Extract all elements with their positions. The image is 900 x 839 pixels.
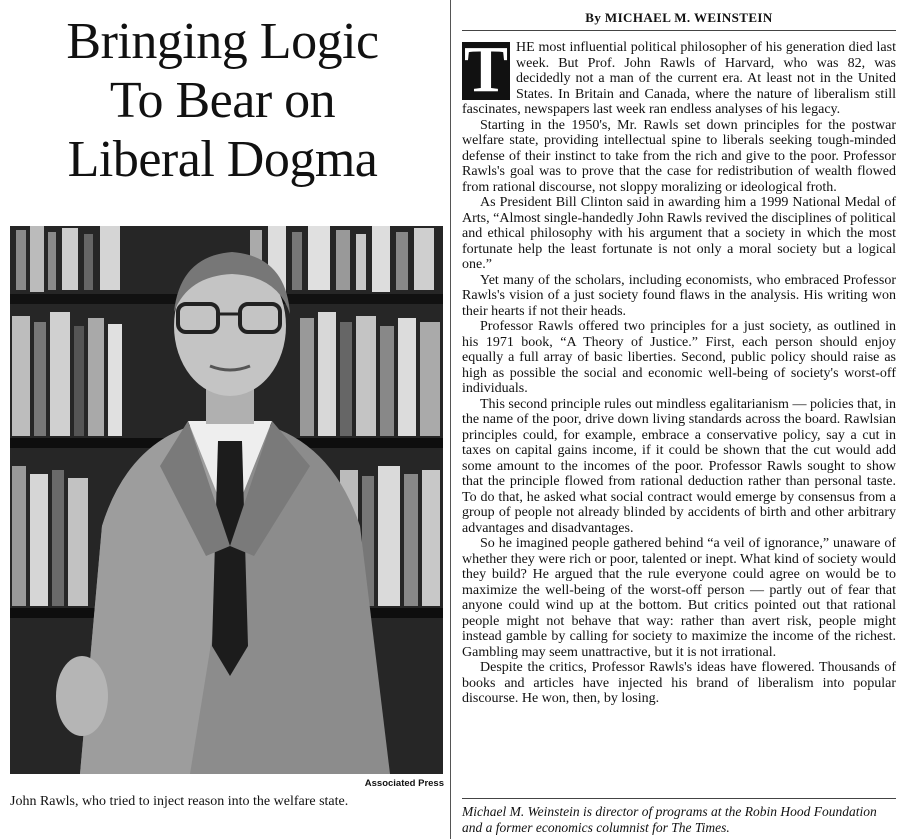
article-paragraph-1 xyxy=(462,33,896,118)
article-paragraph-5: Professor Rawls offered two principles for a just society, as outlined in his 1971 book, “A Theory of Justice.” First, each person should enjoy equally a full array of basic liberties. Second, public policy should raise as high as possible the social and economic well-being of society's worst-off individuals. xyxy=(462,319,896,396)
byline: By MICHAEL M. WEINSTEIN xyxy=(585,10,773,25)
photo-credit: Associated Press xyxy=(364,778,444,789)
headline xyxy=(10,12,435,189)
column-divider xyxy=(450,0,451,839)
drop-cap: T xyxy=(464,33,509,106)
article-paragraph-6: This second principle rules out mindless egalitarianism — policies that, in the name of the poor, drive down living standards across the board. Rawlsian principles could, for example, embrace a conservative policy, say a cut in taxes on capital gains income, if it could be shown that the cut would add some amount to the incomes of the poor. Professor Rawls sought to show that the principle flowed from rational deduction rather than personal taste. To do that, he asked what social contract would emerge by consensus from a group of people not already blinded by accidents of birth and other arbitrary advantages and disadvantages. xyxy=(462,396,896,536)
byline-rule xyxy=(462,30,896,31)
portrait-photo xyxy=(10,226,443,774)
article-paragraph-4: Yet many of the scholars, including economists, who embraced Professor Rawls's vision of a just society found flaws in the analysis. His writing won their hearts if not their heads. xyxy=(462,272,896,319)
headline-line-1: Bringing Logic xyxy=(66,13,379,70)
author-signature: Michael M. Weinstein is director of programs at the Robin Hood Foundation and a former economics columnist for The Times. xyxy=(462,804,877,835)
photo-caption: John Rawls, who tried to inject reason into the welfare state. xyxy=(10,794,349,809)
article-paragraph-8: Despite the critics, Professor Rawls's ideas have flowered. Thousands of books and articles have injected his brand of liberalism into popular discourse. He won, then, by losing. xyxy=(462,660,896,706)
article-body xyxy=(462,33,896,707)
photo-illustration xyxy=(10,226,443,774)
headline-line-2: To Bear on xyxy=(109,72,336,129)
article-paragraph-2: Starting in the 1950's, Mr. Rawls set down principles for the postwar welfare state, providing intellectual spine to liberals seeking tough-minded defense of their instinct to take from the rich and give to the poor. Professor Rawls's goal was to prove that the case for redistribution of wealth flowed from rational discourse, not sloppy moralizing or ideological froth. xyxy=(462,117,896,195)
paragraph-text: HE most influential political philosopher of his generation died last week. But Prof. John Rawls of Harvard, who was 82, was decidedly not a man of the current era. At least not in the United States. In Britain and Canada, where the nature of liberalism still fascinates, newspapers last week ran endless analyses of his legacy. xyxy=(462,40,896,117)
signature-rule xyxy=(462,798,896,799)
article-paragraph-7: So he imagined people gathered behind “a veil of ignorance,” unaware of whether they were rich or poor, talented or inept. What kind of society would they build? He argued that the rule everyone could agree on would be to maximize the well-being of the worst-off person — partly out of fear that anyone could wind up at the bottom. But critics pointed out that rational people might not behave that way: rather than avert risk, people might instead gamble by calling for society to maximize the income of the richest. Gambling may seem unattractive, but it is not irrational. xyxy=(462,536,896,660)
article-column xyxy=(462,0,896,839)
article-paragraph-3: As President Bill Clinton said in awarding him a 1999 National Medal of Arts, “Almost single-handedly John Rawls revived the disciplines of political and ethical philosophy with his argument that a society in which the most fortunate help the least fortunate is not only a moral society but a logical one.” xyxy=(462,195,896,272)
headline-line-3: Liberal Dogma xyxy=(67,131,378,188)
left-column xyxy=(0,0,448,839)
